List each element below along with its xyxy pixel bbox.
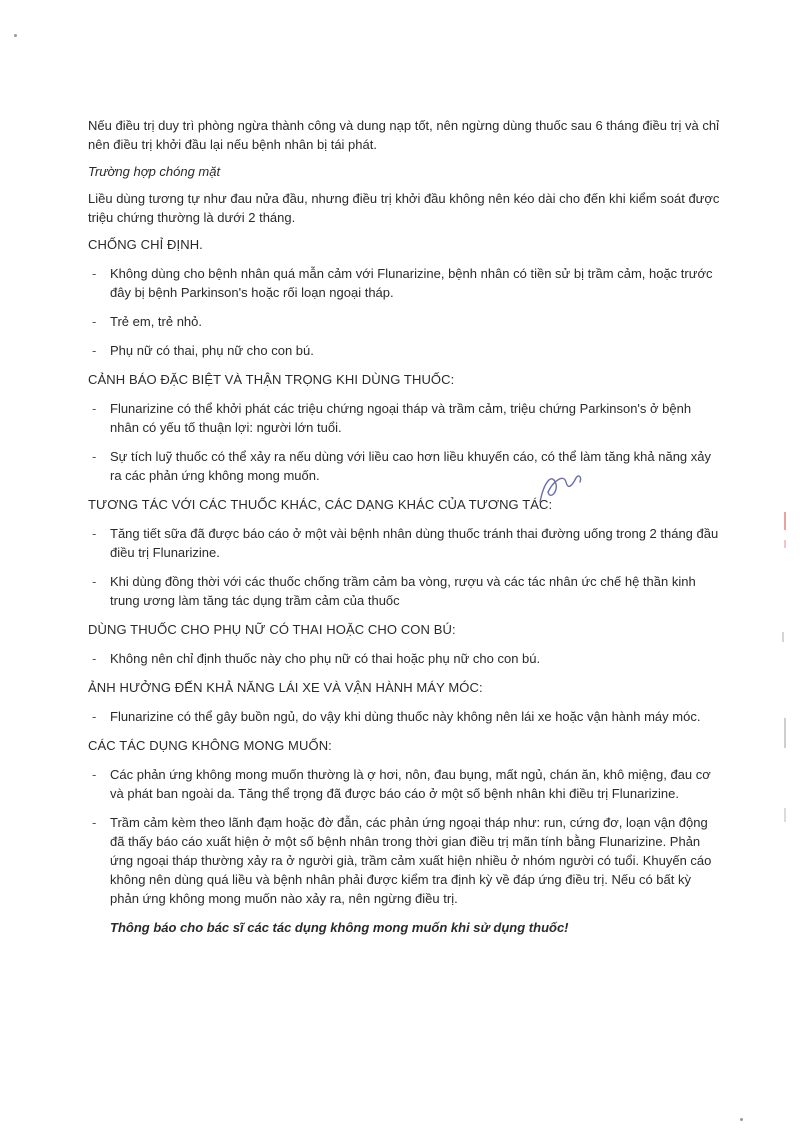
dash-bullet: - xyxy=(92,401,97,416)
scan-edge-mark xyxy=(784,718,786,748)
side-effects-heading: CÁC TÁC DỤNG KHÔNG MONG MUỐN: xyxy=(88,738,332,753)
list-item-text: Phụ nữ có thai, phụ nữ cho con bú. xyxy=(110,343,314,358)
driving-heading: ẢNH HƯỞNG ĐẾN KHẢ NĂNG LÁI XE VÀ VẬN HÀNH MÁY MÓC: xyxy=(88,680,483,695)
dash-bullet: - xyxy=(92,449,97,464)
list-item-text: Sự tích luỹ thuốc có thể xảy ra nếu dùng với liều cao hơn liều khuyến cáo, có thể làm tăng khả năng xảy ra các phản ứng không mong muốn. xyxy=(110,449,712,483)
list-item xyxy=(88,447,720,485)
pregnancy-list xyxy=(88,649,720,668)
list-item xyxy=(88,399,720,437)
list-item-text: Trẻ em, trẻ nhỏ. xyxy=(110,314,202,329)
list-item-text: Flunarizine có thể khởi phát các triệu chứng ngoại tháp và trầm cảm, triệu chứng Parkinson's ở bệnh nhân có yếu tố thuận lợi: người lớn tuổi. xyxy=(110,401,692,435)
list-item xyxy=(88,572,720,610)
scan-speck xyxy=(14,34,17,37)
dash-bullet: - xyxy=(92,266,97,281)
driving-list xyxy=(88,707,720,726)
list-item xyxy=(88,341,720,360)
dash-bullet: - xyxy=(92,526,97,541)
dash-bullet: - xyxy=(92,709,97,724)
dash-bullet: - xyxy=(92,343,97,358)
list-item xyxy=(88,813,720,908)
list-item-text: Không nên chỉ định thuốc này cho phụ nữ có thai hoặc phụ nữ cho con bú. xyxy=(110,651,541,666)
document-body xyxy=(88,116,720,937)
notice-text: Thông báo cho bác sĩ các tác dụng không mong muốn khi sử dụng thuốc! xyxy=(110,920,569,935)
warnings-heading: CẢNH BÁO ĐẶC BIỆT VÀ THẬN TRỌNG KHI DÙNG THUỐC: xyxy=(88,372,455,387)
intro-paragraph: Nếu điều trị duy trì phòng ngừa thành công và dung nạp tốt, nên ngừng dùng thuốc sau 6 tháng điều trị và chỉ nên điều trị khởi đầu lại nếu bệnh nhân bị tái phát. xyxy=(88,118,720,152)
dash-bullet: - xyxy=(92,574,97,589)
list-item xyxy=(88,524,720,562)
scan-edge-mark xyxy=(784,540,786,548)
dash-bullet: - xyxy=(92,815,97,830)
list-item xyxy=(88,264,720,302)
vertigo-subheading: Trường hợp chóng mặt xyxy=(88,164,221,179)
list-item xyxy=(88,765,720,803)
list-item-text: Không dùng cho bệnh nhân quá mẫn cảm với Flunarizine, bệnh nhân có tiền sử bị trầm cảm, hoặc trước đây bị bệnh Parkinson's hoặc rối loạn ngoại tháp. xyxy=(110,266,713,300)
interactions-list xyxy=(88,524,720,610)
list-item-text: Tăng tiết sữa đã được báo cáo ở một vài bệnh nhân dùng thuốc tránh thai đường uống trong 2 tháng đầu điều trị Flunarizine. xyxy=(110,526,719,560)
scan-edge-mark xyxy=(782,632,784,642)
dash-bullet: - xyxy=(92,651,97,666)
vertigo-paragraph: Liều dùng tương tự như đau nửa đầu, nhưng điều trị khởi đầu không nên kéo dài cho đến khi kiểm soát được triệu chứng thường là dưới 2 tháng. xyxy=(88,191,720,225)
list-item xyxy=(88,649,720,668)
contraindications-heading: CHỐNG CHỈ ĐỊNH. xyxy=(88,237,203,252)
handwritten-initial-icon xyxy=(530,462,590,512)
list-item xyxy=(88,707,720,726)
dash-bullet: - xyxy=(92,314,97,329)
warnings-list xyxy=(88,399,720,485)
interactions-heading: TƯƠNG TÁC VỚI CÁC THUỐC KHÁC, CÁC DẠNG KHÁC CỦA TƯƠNG TÁC: xyxy=(88,497,553,512)
list-item xyxy=(88,312,720,331)
pregnancy-heading: DÙNG THUỐC CHO PHỤ NỮ CÓ THAI HOẶC CHO CON BÚ: xyxy=(88,622,456,637)
list-item-text: Trầm cảm kèm theo lãnh đạm hoặc đờ đẫn, các phản ứng ngoại tháp như: run, cứng đơ, loạn vận động đã thấy báo cáo xuất hiện ở một số bệnh nhân trong thời gian điều trị mãn tính bằng Flunarizine. Phản ứng ngoại tháp thường xảy ra ở người già, trầm cảm xuất hiện nhiều ở nhóm người có tuổi. Khuyến cáo không nên dùng quá liều và bệnh nhân phải được kiểm tra định kỳ về đáp ứng điều trị. Nếu có bất kỳ phản ứng không mong muốn nào xảy ra, nên ngừng điều trị. xyxy=(110,815,712,906)
list-item-text: Khi dùng đồng thời với các thuốc chống trầm cảm ba vòng, rượu và các tác nhân ức chế hệ thần kinh trung ương làm tăng tác dụng trầm cảm của thuốc xyxy=(110,574,696,608)
side-effects-list xyxy=(88,765,720,908)
list-item-text: Các phản ứng không mong muốn thường là ợ hơi, nôn, đau bụng, mất ngủ, chán ăn, khô miệng, đau cơ và phát ban ngoài da. Tăng thể trọng đã được báo cáo ở một số bệnh nhân khi điều trị Flunarizine. xyxy=(110,767,711,801)
list-item-text: Flunarizine có thể gây buồn ngủ, do vậy khi dùng thuốc này không nên lái xe hoặc vận hành máy móc. xyxy=(110,709,701,724)
dash-bullet: - xyxy=(92,767,97,782)
scan-speck xyxy=(740,1118,743,1121)
scan-edge-mark xyxy=(784,808,786,822)
contraindications-list xyxy=(88,264,720,360)
scan-edge-mark xyxy=(784,512,786,530)
